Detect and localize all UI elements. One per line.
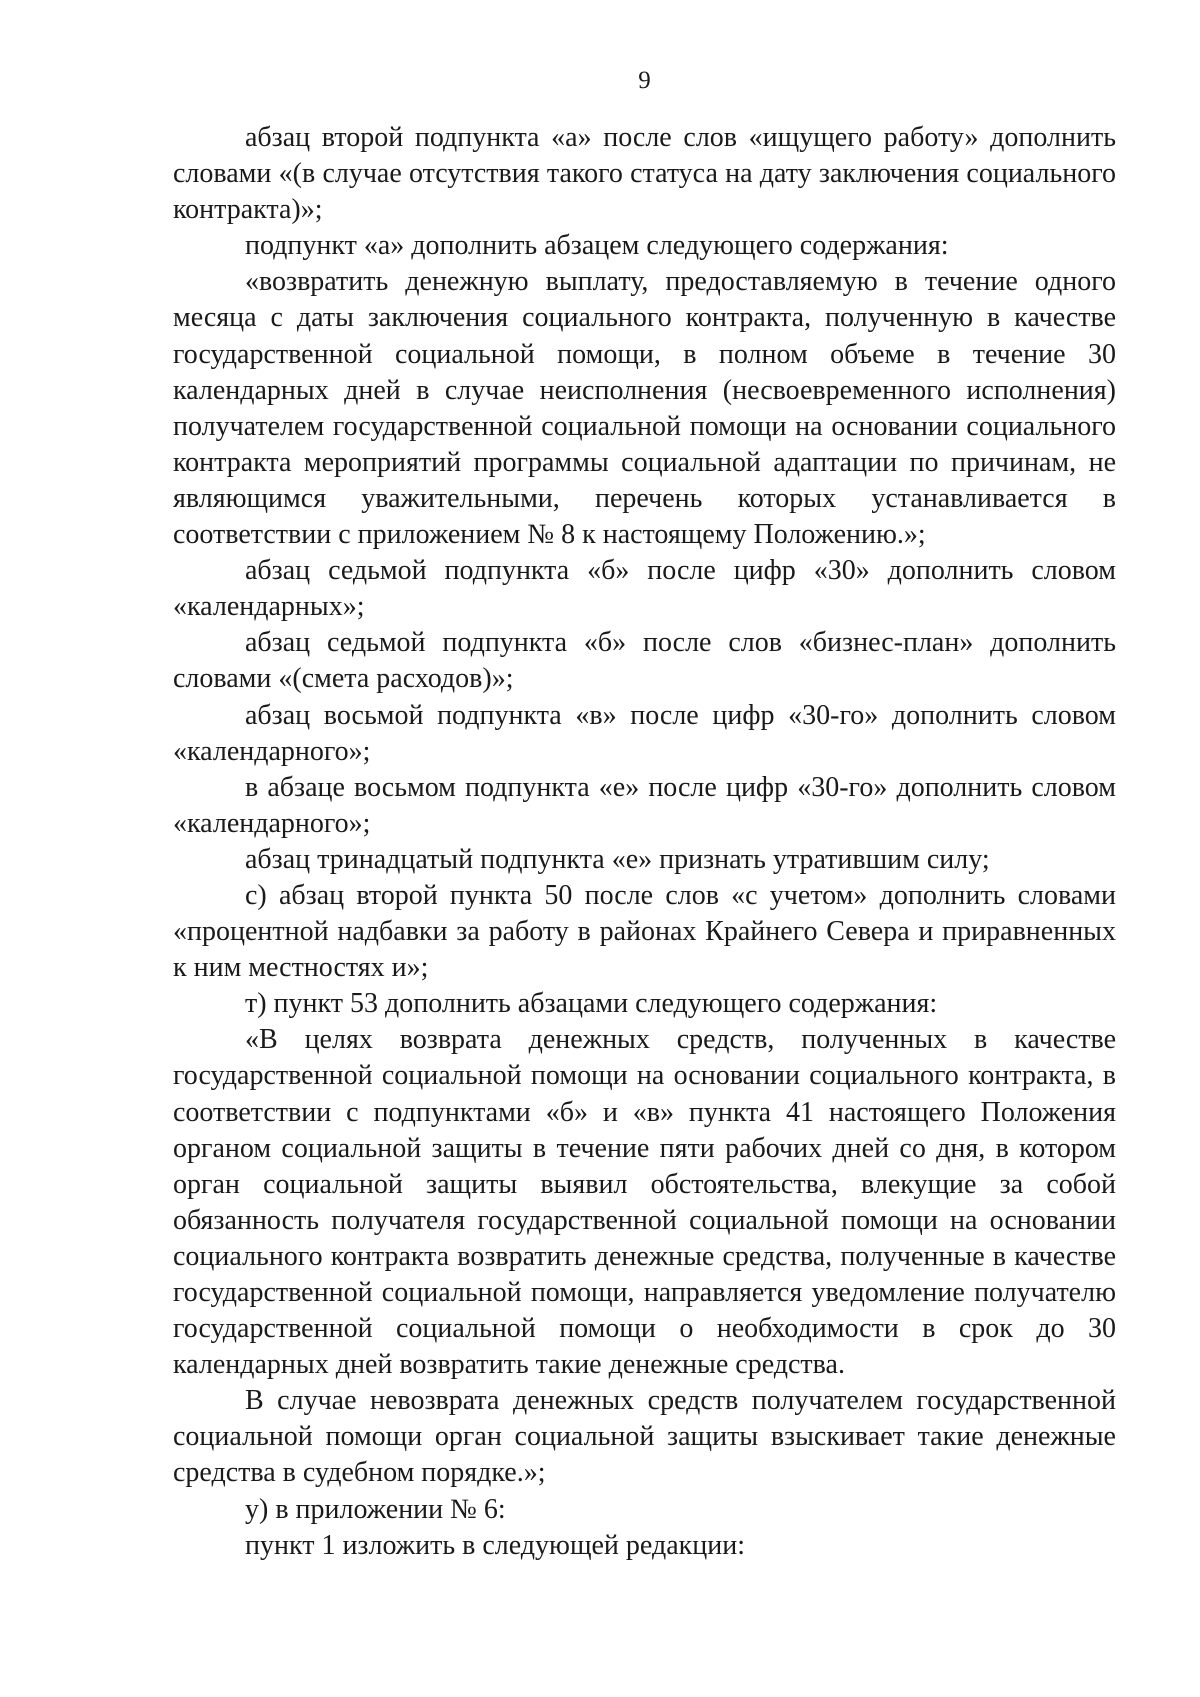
paragraph: т) пункт 53 дополнить абзацами следующего содержания: — [245, 988, 938, 1020]
page-number: 9 — [638, 67, 651, 94]
paragraph: абзац тринадцатый подпункта «е» признать утратившим силу; — [245, 843, 990, 875]
paragraph: абзац седьмой подпункта «б» после цифр «30» дополнить словом «календарных»; — [173, 555, 1116, 623]
paragraph: в абзаце восьмом подпункта «е» после цифр «30-го» дополнить словом «календарного»; — [173, 771, 1116, 839]
document-body — [173, 120, 1116, 1564]
paragraph: «возвратить денежную выплату, предоставляемую в течение одного месяца с даты заключения социального контракта, полученную в качестве государственной социальной помощи, в полном объеме в течение 30 календарных дней в случае неисполнения (несвоевременного исполнения) получателем государственной социальной помощи на основании социального контракта мероприятий программы социальной адаптации по причинам, не являющимся уважительными, перечень которых устанавливается в соответствии с приложением № 8 к настоящему Положению.»; — [173, 266, 1116, 551]
paragraph: с) абзац второй пункта 50 после слов «с учетом» дополнить словами «процентной надбавки за работу в районах Крайнего Севера и приравненных к ним местностях и»; — [173, 879, 1116, 984]
paragraph: подпункт «а» дополнить абзацем следующего содержания: — [245, 230, 949, 262]
paragraph: абзац второй подпункта «а» после слов «ищущего работу» дополнить словами «(в случае отсутствия такого статуса на дату заключения социального контракта)»; — [173, 122, 1116, 226]
paragraph: В случае невозврата денежных средств получателем государственной социальной помощи орган социальной защиты взыскивает такие денежные средства в судебном порядке.»; — [173, 1385, 1116, 1489]
paragraph: у) в приложении № 6: — [245, 1493, 506, 1525]
paragraph: абзац восьмой подпункта «в» после цифр «30-го» дополнить словом «календарного»; — [173, 699, 1116, 767]
paragraph: пункт 1 изложить в следующей редакции: — [245, 1529, 745, 1561]
paragraph: «В целях возврата денежных средств, полученных в качестве государственной социальной помощи на основании социального контракта, в соответствии с подпунктами «б» и «в» пункта 41 настоящего Положения органом социальной защиты в течение пяти рабочих дней со дня, в котором орган социальной защиты выявил обстоятельства, влекущие за собой обязанность получателя государственной социальной помощи на основании социального контракта возвратить денежные средства, полученные в качестве государственной социальной помощи, направляется уведомление получателю государственной социальной помощи о необходимости в срок до 30 календарных дней возвратить такие денежные средства. — [173, 1024, 1116, 1381]
paragraph: абзац седьмой подпункта «б» после слов «бизнес-план» дополнить словами «(смета расходов)»; — [173, 627, 1116, 695]
